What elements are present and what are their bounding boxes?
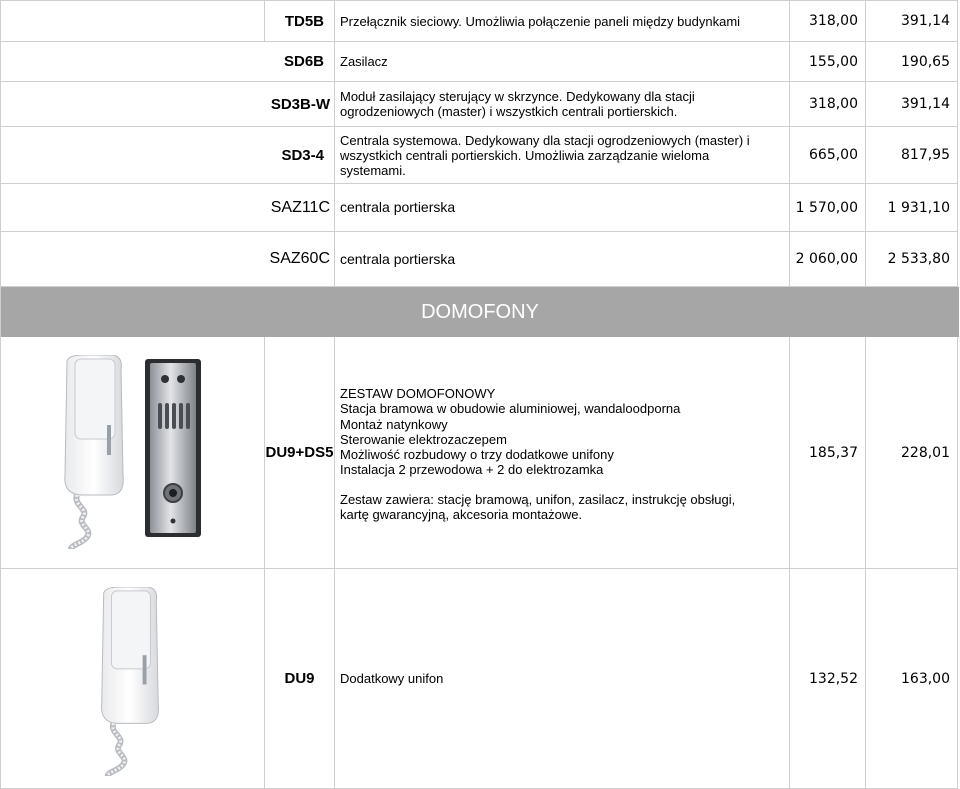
table-row — [0, 42, 960, 82]
product-description: centrala portierska — [335, 232, 790, 287]
product-code: SAZ11C — [0, 184, 335, 232]
product-description: Zasilacz — [335, 42, 790, 82]
price-net: 318,00 — [790, 0, 866, 42]
price-net: 2 060,00 — [790, 232, 866, 287]
intercom-handset-icon — [53, 355, 133, 550]
price-gross: 391,14 — [866, 82, 958, 127]
product-code: SD3-4 — [0, 127, 335, 184]
price-gross: 1 931,10 — [866, 184, 958, 232]
price-net: 155,00 — [790, 42, 866, 82]
price-net: 665,00 — [790, 127, 866, 184]
price-net: 132,52 — [790, 569, 866, 789]
price-gross: 190,65 — [866, 42, 958, 82]
product-description: Centrala systemowa. Dedykowany dla stacji ogrodzeniowych (master) i wszystkich centrali portierskich. Umożliwia zarządzanie wieloma systemami. — [335, 127, 790, 184]
price-gross: 817,95 — [866, 127, 958, 184]
price-gross: 391,14 — [866, 0, 958, 42]
product-description: Przełącznik sieciowy. Umożliwia połączenie paneli między budynkami — [335, 0, 790, 42]
product-description: centrala portierska — [335, 184, 790, 232]
kit-description: ZESTAW DOMOFONOWY Stacja bramowa w obudowie aluminiowej, wandaloodporna Montaż natynkowy Sterowanie elektrozaczepem Możliwość rozbudowy o trzy dodatkowe unifony Instalacja 2 przewodowa + 2 do elektrozamka Zestaw zawiera: stację bramową, unifon, zasilacz, instrukcję obsługi, kartę gwarancyjną, akcesoria montażowe. — [340, 386, 736, 523]
table-row — [0, 0, 960, 42]
product-images — [0, 569, 265, 789]
section-header: DOMOFONY — [0, 287, 959, 337]
product-description: Moduł zasilający sterujący w skrzynce. Dedykowany dla stacji ogrodzeniowych (master) i wszystkich centrali portierskich. — [335, 82, 790, 127]
table-row — [0, 127, 960, 184]
product-code: SD3B-W — [0, 82, 335, 127]
price-gross: 228,01 — [866, 337, 958, 569]
table-row — [0, 337, 960, 569]
product-code: DU9 — [265, 569, 335, 789]
gate-station-panel-icon — [145, 359, 201, 537]
price-net: 318,00 — [790, 82, 866, 127]
product-code: DU9+DS5 — [265, 337, 335, 569]
product-code: SD6B — [0, 42, 335, 82]
price-gross: 163,00 — [866, 569, 958, 789]
table-row — [0, 232, 960, 287]
price-net: 1 570,00 — [790, 184, 866, 232]
table-row — [0, 184, 960, 232]
price-net: 185,37 — [790, 337, 866, 569]
table-row — [0, 569, 960, 789]
product-description: Dodatkowy unifon — [335, 569, 790, 789]
product-code: TD5B — [0, 0, 335, 42]
product-code: SAZ60C — [0, 232, 335, 287]
intercom-handset-icon — [89, 587, 169, 777]
table-row — [0, 82, 960, 127]
price-gross: 2 533,80 — [866, 232, 958, 287]
product-images — [0, 337, 265, 569]
